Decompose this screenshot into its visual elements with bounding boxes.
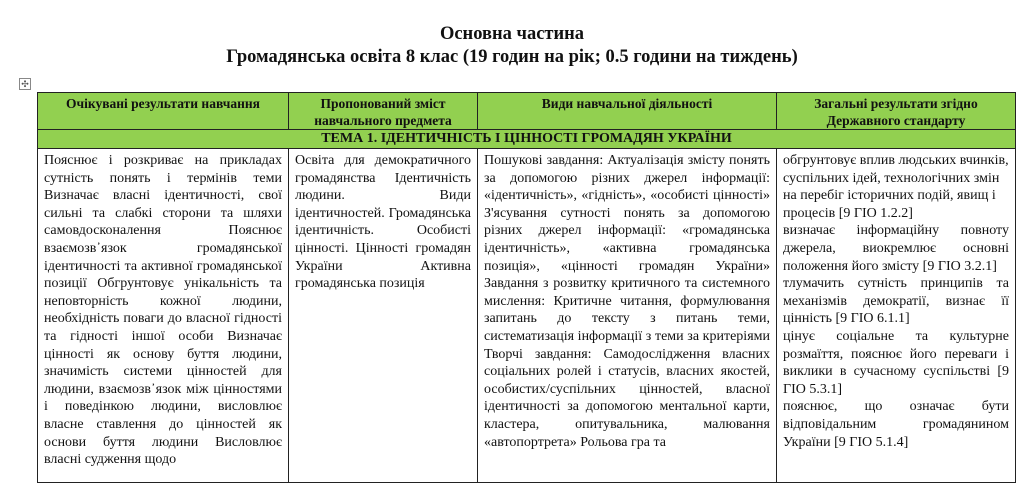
cell-activities: Пошукові завдання: Актуалізація змісту понять за допомогою різних джерел інформації: «ідентичність», «гідність», «особисті цінності» З'ясування сутності понять за допомогою різних джерел інформації: «громадянська ідентичність», «активна громадянська позиція», «цінності громадян України» Завдання з розвитку критичного та системного мислення: Критичне читання, формулювання запитань до тексту з питань теми, систематизація інформації з теми за критеріями Творчі завдання: Самодослідження власних соціальних ролей і статусів, власних якостей, особистих/суспільних цінностей, власної ідентичності за допомогою ментальної карти, кластера, опитувальника, малювання «автопортрета» Рольова гра та bbox=[478, 149, 777, 483]
theme-row bbox=[38, 130, 1016, 149]
table-move-handle-icon[interactable]: ✣ bbox=[19, 78, 31, 90]
page-subtitle: Громадянська освіта 8 клас (19 годин на рік; 0.5 години на тиждень) bbox=[226, 47, 798, 67]
header-standards: Загальні результати згідно Державного стандарту bbox=[777, 93, 1016, 130]
header-content: Пропонований зміст навчального предмета bbox=[289, 93, 478, 130]
cell-content: Освіта для демократичного громадянства Ідентичність людини. Види ідентичностей. Громадянська ідентичність. Особисті цінності. Цінності громадян України Активна громадянська позиція bbox=[289, 149, 478, 483]
page-title: Основна частина bbox=[439, 24, 585, 44]
header-activities: Види навчальної діяльності bbox=[478, 93, 777, 130]
header-results: Очікувані результати навчання bbox=[38, 93, 289, 130]
curriculum-table bbox=[37, 92, 1016, 483]
standard-item: цінує соціальне та культурне розмаїття, пояснює його переваги і виклики в сучасному суспільстві [9 ГІО 5.3.1] bbox=[783, 328, 1009, 397]
theme-title: ТЕМА 1. ІДЕНТИЧНІСТЬ І ЦІННОСТІ ГРОМАДЯН УКРАЇНИ bbox=[38, 130, 1016, 149]
table-row bbox=[38, 149, 1016, 483]
cell-standards bbox=[777, 149, 1016, 483]
table-header-row bbox=[38, 93, 1016, 130]
standard-item: пояснює, що означає бути відповідальним громадянином України [9 ГІО 5.1.4] bbox=[783, 399, 1009, 450]
standard-item: тлумачить сутність принципів та механізмів демократії, визнає її цінність [9 ГІО 6.1.1] bbox=[783, 276, 1009, 327]
standard-item: визначає інформаційну повноту джерела, виокремлює основні положення його змісту [9 ГІО 3.2.1] bbox=[783, 223, 1009, 274]
cell-results: Пояснює і розкриває на прикладах сутність понять і термінів теми Визначає власні ідентичності, свої сильні та слабкі сторони та шляхи самовдосконалення Пояснює взаємозв᾽язок громадянської ідентичності та активної громадянської позиції Обгрунтовує унікальність та неповторність кожної людини, необхідність поваги до власної гідності та гідності іншої особи Визначає цінності як основу буття людини, значимість системи цінностей для людини, взаємозв᾽язок між цінностями і поведінкою людини, висловлює власне ставлення до цінностей як основи буття людини Висловлює власні судження щодо bbox=[38, 149, 289, 483]
standard-item: обгрунтовує вплив людських вчинків, суспільних ідей, технологічних змін на перебіг історичних подій, явищ і процесів [9 ГІО 1.2.2] bbox=[783, 153, 1009, 221]
